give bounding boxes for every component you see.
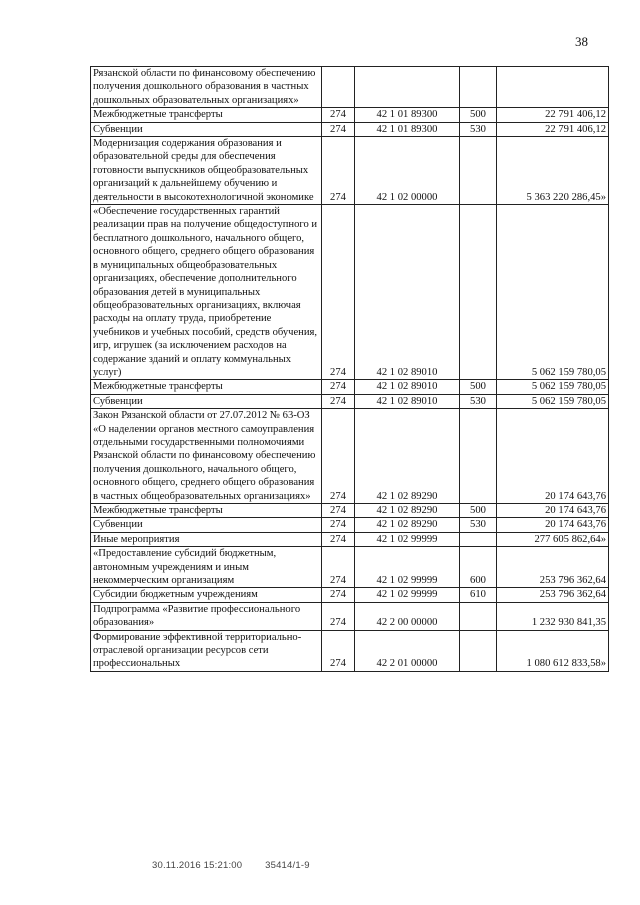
- row-target-code: 42 1 02 89290: [355, 518, 460, 532]
- row-target-code: 42 1 02 89010: [355, 380, 460, 394]
- row-name: Иные мероприятия: [91, 532, 322, 546]
- row-name: Межбюджетные трансферты: [91, 108, 322, 122]
- row-amount: 5 062 159 780,05: [497, 205, 609, 380]
- row-amount: 253 796 362,64: [497, 547, 609, 588]
- row-name: Модернизация содержания образования и образовательной среды для обеспечения готовности выпускников общеобразовательных организаций к дальнейшему обучению и деятельности в высокотехнологичной экономике: [91, 137, 322, 205]
- row-amount: 22 791 406,12: [497, 108, 609, 122]
- row-expense-type: [460, 67, 497, 108]
- row-name: Межбюджетные трансферты: [91, 380, 322, 394]
- table-row: [91, 547, 609, 588]
- row-name: Субсидии бюджетным учреждениям: [91, 588, 322, 602]
- row-amount: 277 605 862,64»: [497, 532, 609, 546]
- row-amount: 20 174 643,76: [497, 518, 609, 532]
- row-expense-type: [460, 205, 497, 380]
- row-expense-type: [460, 602, 497, 630]
- row-grbs: 274: [322, 547, 355, 588]
- row-amount: 5 363 220 286,45»: [497, 137, 609, 205]
- row-amount: 253 796 362,64: [497, 588, 609, 602]
- row-target-code: 42 1 02 99999: [355, 588, 460, 602]
- table-row: [91, 409, 609, 504]
- row-expense-type: 530: [460, 122, 497, 136]
- row-target-code: 42 1 02 99999: [355, 547, 460, 588]
- row-target-code: 42 1 02 89290: [355, 504, 460, 518]
- row-target-code: 42 1 02 99999: [355, 532, 460, 546]
- row-amount: 5 062 159 780,05: [497, 380, 609, 394]
- row-name: «Предоставление субсидий бюджетным, автономным учреждениям и иным некоммерческим организациям: [91, 547, 322, 588]
- row-expense-type: 530: [460, 518, 497, 532]
- row-grbs: 274: [322, 532, 355, 546]
- row-expense-type: 530: [460, 394, 497, 408]
- row-expense-type: [460, 409, 497, 504]
- row-expense-type: 600: [460, 547, 497, 588]
- row-grbs: 274: [322, 504, 355, 518]
- table-row: [91, 137, 609, 205]
- footer-timestamp: 30.11.2016 15:21:00: [152, 860, 243, 871]
- row-grbs: 274: [322, 588, 355, 602]
- row-grbs: 274: [322, 518, 355, 532]
- row-amount: 20 174 643,76: [497, 504, 609, 518]
- table-row: [91, 394, 609, 408]
- table-row: [91, 380, 609, 394]
- row-name: Субвенции: [91, 122, 322, 136]
- footer: [152, 860, 310, 871]
- row-name: Субвенции: [91, 518, 322, 532]
- row-grbs: [322, 67, 355, 108]
- row-expense-type: 500: [460, 108, 497, 122]
- budget-table-body: [91, 67, 609, 672]
- row-name: Субвенции: [91, 394, 322, 408]
- row-target-code: 42 1 01 89300: [355, 108, 460, 122]
- row-grbs: 274: [322, 602, 355, 630]
- row-target-code: 42 1 02 89010: [355, 205, 460, 380]
- table-row: [91, 518, 609, 532]
- table-row: [91, 122, 609, 136]
- row-name: Закон Рязанской области от 27.07.2012 № 63-ОЗ «О наделении органов местного самоуправления отдельными государственными полномочиями Рязанской области по финансовому обеспечению получения дошкольного, начального общего, основного общего, среднего общего образования в частных общеобразовательных организациях»: [91, 409, 322, 504]
- row-target-code: 42 2 00 00000: [355, 602, 460, 630]
- row-grbs: 274: [322, 137, 355, 205]
- row-name: «Обеспечение государственных гарантий реализации прав на получение общедоступного и бесплатного дошкольного, начального общего, основного общего, среднего общего образования в муниципальных общеобразовательных организациях, обеспечение дополнительного образования детей в муниципальных общеобразовательных организациях, включая расходы на оплату труда, приобретение учебников и учебных пособий, средств обучения, игр, игрушек (за исключением расходов на содержание зданий и оплату коммунальных услуг): [91, 205, 322, 380]
- row-grbs: 274: [322, 409, 355, 504]
- table-row: [91, 205, 609, 380]
- table-row: [91, 67, 609, 108]
- row-grbs: 274: [322, 205, 355, 380]
- row-name: Формирование эффективной территориально-отраслевой организации ресурсов сети профессиональных: [91, 630, 322, 671]
- page-number: 38: [575, 34, 588, 49]
- row-expense-type: 500: [460, 504, 497, 518]
- row-target-code: 42 1 02 89290: [355, 409, 460, 504]
- footer-document-code: 35414/1-9: [265, 860, 310, 871]
- row-name: Межбюджетные трансферты: [91, 504, 322, 518]
- table-row: [91, 588, 609, 602]
- row-grbs: 274: [322, 122, 355, 136]
- row-expense-type: [460, 532, 497, 546]
- row-expense-type: [460, 630, 497, 671]
- row-grbs: 274: [322, 394, 355, 408]
- table-row: [91, 630, 609, 671]
- row-expense-type: [460, 137, 497, 205]
- row-grbs: 274: [322, 108, 355, 122]
- row-amount: [497, 67, 609, 108]
- row-amount: 22 791 406,12: [497, 122, 609, 136]
- row-expense-type: 610: [460, 588, 497, 602]
- row-amount: 1 232 930 841,35: [497, 602, 609, 630]
- row-target-code: 42 2 01 00000: [355, 630, 460, 671]
- row-grbs: 274: [322, 380, 355, 394]
- row-name: Подпрограмма «Развитие профессионального образования»: [91, 602, 322, 630]
- row-target-code: 42 1 02 00000: [355, 137, 460, 205]
- row-target-code: 42 1 01 89300: [355, 122, 460, 136]
- row-name: Рязанской области по финансовому обеспечению получения дошкольного образования в частных дошкольных образовательных организациях»: [91, 67, 322, 108]
- table-row: [91, 602, 609, 630]
- row-amount: 20 174 643,76: [497, 409, 609, 504]
- table-row: [91, 532, 609, 546]
- row-expense-type: 500: [460, 380, 497, 394]
- table-row: [91, 108, 609, 122]
- table-row: [91, 504, 609, 518]
- row-target-code: [355, 67, 460, 108]
- budget-table: [90, 66, 609, 672]
- row-amount: 1 080 612 833,58»: [497, 630, 609, 671]
- row-grbs: 274: [322, 630, 355, 671]
- row-target-code: 42 1 02 89010: [355, 394, 460, 408]
- row-amount: 5 062 159 780,05: [497, 394, 609, 408]
